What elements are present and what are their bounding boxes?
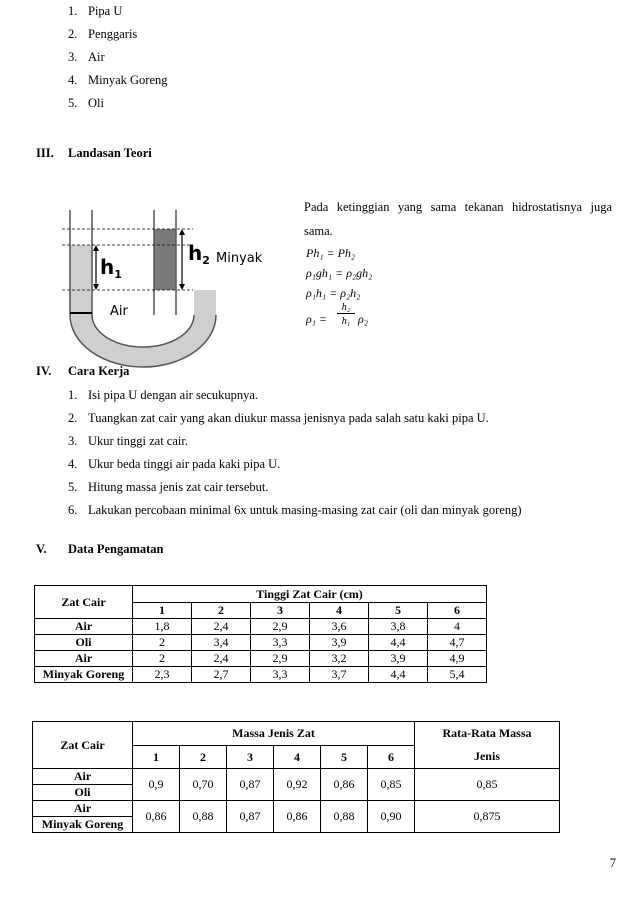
- list-item: 5. Oli: [68, 96, 104, 110]
- oil-fill: [154, 229, 176, 290]
- table-row: Air 1,8 2,4 2,9 3,6 3,8 4: [35, 619, 487, 635]
- equation-2: ρ₁gh₁ = ρ₂gh₂: [306, 266, 373, 280]
- table-row: Minyak Goreng 2,3 2,7 3,3 3,7 4,4 5,4: [35, 667, 487, 683]
- table-header-trial: 1: [133, 746, 180, 769]
- theory-text-line2: sama.: [304, 224, 333, 238]
- table-header-trial: 2: [192, 603, 251, 619]
- u-tube-diagram: [58, 200, 273, 368]
- list-item: 1. Pipa U: [68, 4, 123, 18]
- equation-4-lhs: ρ₁ =: [306, 312, 328, 326]
- table-header-zat-cair: Zat Cair: [33, 722, 133, 769]
- table-header-trial: 4: [310, 603, 369, 619]
- list-item: 2. Penggaris: [68, 27, 138, 41]
- density-table: [32, 721, 560, 833]
- table-header-trial: 1: [133, 603, 192, 619]
- table-header-trial: 3: [227, 746, 274, 769]
- list-item: 6. Lakukan percobaan minimal 6x untuk masing-masing zat cair (oli dan minyak goreng): [68, 503, 522, 517]
- table-header-trial: 4: [274, 746, 321, 769]
- equation-4-rhs: ρ₂: [358, 312, 368, 326]
- equation-4-denominator: h₁: [341, 316, 351, 327]
- table-header-zat-cair: Zat Cair: [35, 586, 133, 619]
- table-row: Oli: [33, 785, 560, 801]
- list-item: 4. Ukur beda tinggi air pada kaki pipa U.: [68, 457, 281, 471]
- air-label: Air: [110, 304, 128, 319]
- section-heading-cara-kerja: IV. Cara Kerja: [36, 364, 130, 378]
- equation-3: ρ₁h₁ = ρ₂h₂: [306, 286, 361, 300]
- section-heading-landasan-teori: III. Landasan Teori: [36, 146, 152, 160]
- list-item: 2. Tuangkan zat cair yang akan diukur massa jenisnya pada salah satu kaki pipa U.: [68, 411, 489, 425]
- list-item: 3. Air: [68, 50, 105, 64]
- theory-text-line1: Pada ketinggian yang sama tekanan hidrostatisnya juga: [304, 200, 612, 214]
- table-header-trial: 5: [369, 603, 428, 619]
- table-row: Air 0,9 0,70 0,87 0,92 0,86 0,85 0,85: [33, 769, 560, 785]
- minyak-label: Minyak: [216, 251, 263, 266]
- table-header-tinggi: Tinggi Zat Cair (cm): [133, 586, 487, 603]
- page-number: 7: [609, 856, 616, 870]
- table-row: Air 2 2,4 2,9 3,2 3,9 4,9: [35, 651, 487, 667]
- table-header-trial: 3: [251, 603, 310, 619]
- list-item: 4. Minyak Goreng: [68, 73, 168, 87]
- table-header-trial: 6: [368, 746, 415, 769]
- section-heading-data-pengamatan: V. Data Pengamatan: [36, 542, 164, 556]
- table-row: Oli 2 3,4 3,3 3,9 4,4 4,7: [35, 635, 487, 651]
- table-header-rata-rata: Rata-Rata Massa Jenis: [415, 722, 560, 769]
- h2-label: $h_2$: [188, 241, 210, 267]
- equation-4-numerator: h₂: [337, 302, 355, 314]
- table-row: Air 0,86 0,88 0,87 0,86 0,88 0,90 0,875: [33, 801, 560, 817]
- list-item: 3. Ukur tinggi zat cair.: [68, 434, 188, 448]
- list-item: 1. Isi pipa U dengan air secukupnya.: [68, 388, 259, 402]
- height-table: [34, 585, 487, 683]
- table-header-trial: 6: [428, 603, 487, 619]
- h1-label: $h_1$: [100, 255, 122, 281]
- table-row: Minyak Goreng: [33, 817, 560, 833]
- list-item: 5. Hitung massa jenis zat cair tersebut.: [68, 480, 269, 494]
- table-header-trial: 5: [321, 746, 368, 769]
- table-header-massa-jenis: Massa Jenis Zat: [133, 722, 415, 746]
- equation-1: Ph₁ = Ph₂: [306, 246, 356, 260]
- table-header-trial: 2: [180, 746, 227, 769]
